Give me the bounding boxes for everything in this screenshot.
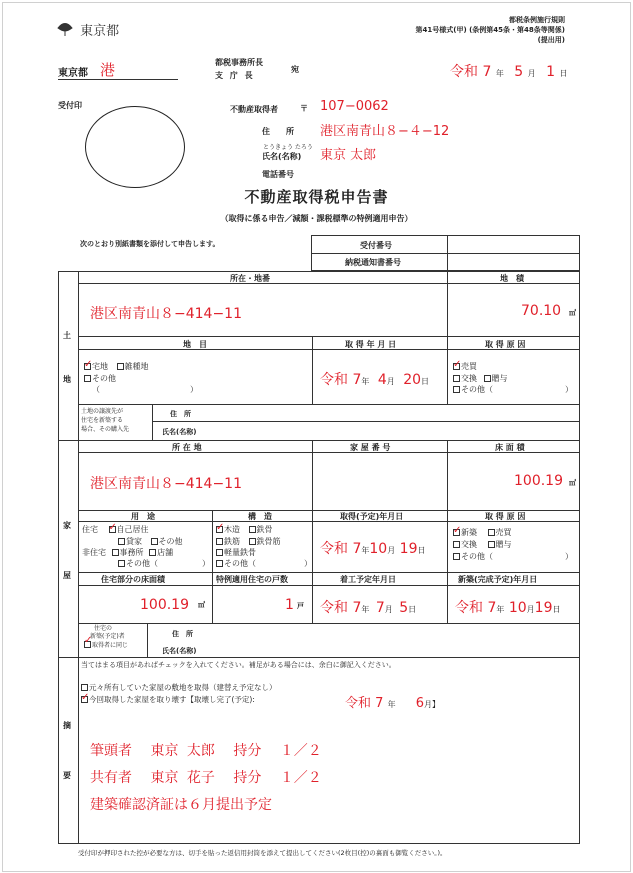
address-value: 港区南青山８−４−12 — [320, 124, 450, 139]
use-checkbox-1[interactable] — [109, 526, 116, 533]
receipt-number-label: 受付番号 — [360, 241, 392, 250]
new-builder-address-label: 住 所 — [172, 630, 193, 638]
filing-year-unit: 年 — [495, 69, 504, 78]
transferor-address-label: 住 所 — [170, 410, 191, 418]
construction-date: 令和 7年 7月 5日 — [320, 600, 417, 616]
land-location-header: 所在・地番 — [230, 274, 270, 283]
stamp-circle — [85, 106, 185, 188]
building-cause-row-1: ✓新築 売買 — [453, 527, 512, 538]
notes-section-char2: 要 — [63, 771, 71, 780]
address-label: 住 所 — [262, 127, 294, 136]
land-area-unit: ㎡ — [569, 309, 576, 317]
building-cause-header: 取 得 原 因 — [485, 512, 526, 521]
land-cause-row-2: 交換 贈与 — [453, 373, 508, 384]
land-section-char1: 土 — [63, 331, 71, 340]
notes-line-3: 建築確認済証は６月提出予定 — [90, 797, 272, 813]
use-row-4: その他（ — [118, 558, 158, 569]
building-cause-row-3: その他（ — [453, 551, 493, 562]
land-location-value: 港区南青山８−414−11 — [90, 306, 242, 322]
use-checkbox-5[interactable] — [149, 549, 156, 556]
new-builder-label: 住宅の 新築(予定)者 ✓取得者に同じ — [84, 625, 128, 650]
land-category-options: ✓宅地 雑種地 — [84, 361, 149, 372]
use-close: ） — [202, 559, 210, 568]
name-label: 氏名(名称) — [262, 152, 302, 161]
use-checkbox-2[interactable] — [118, 538, 125, 545]
prefecture-label: 東京都 — [58, 68, 88, 79]
land-category-open: （ — [92, 385, 100, 394]
structure-checkbox-5[interactable] — [216, 549, 223, 556]
regulation-ref-2: 第41号様式(甲) (条例第45条・第48条等関係) — [415, 26, 565, 34]
notes-instruction: 当てはまる項目があればチェックを入れてください。補足がある場合には、余白に御記入ください。 — [81, 661, 396, 669]
building-location-header: 所 在 地 — [172, 443, 202, 452]
regulation-ref-3: (提出用) — [537, 36, 565, 44]
building-acq-date: 令和 7年10月 19日 — [320, 541, 426, 557]
office-line-1: 都税事務所長 — [215, 58, 263, 67]
completion-date: 令和 7年 10月19日 — [455, 600, 561, 616]
use-row-1: 住宅 ✓ 自己居住 — [82, 524, 149, 535]
notice-number-label: 納税通知書番号 — [345, 258, 401, 267]
notes-checkbox-1[interactable] — [81, 684, 88, 691]
land-category-other: その他 — [84, 373, 116, 384]
filing-day-unit: 日 — [559, 69, 568, 78]
new-builder-name-label: 氏名(名称) — [162, 647, 197, 655]
land-cause-checkbox-2[interactable] — [453, 375, 460, 382]
structure-checkbox-1[interactable] — [216, 526, 223, 533]
ward-underline — [58, 79, 178, 80]
structure-row-1: ✓木造 鉄骨 — [216, 524, 273, 535]
demolish-date: 令和 7 年 6月】 — [345, 696, 440, 711]
land-cause-row-1: ✓売買 — [453, 361, 477, 372]
land-cause-checkbox-3[interactable] — [484, 375, 491, 382]
stamp-label: 受付印 — [58, 101, 82, 110]
floor-area-header: 床 面 積 — [495, 443, 525, 452]
structure-header: 構 造 — [248, 512, 272, 521]
office-line-2: 支 庁 長 — [215, 71, 255, 80]
land-area-value: 70.10 — [521, 303, 562, 319]
acquirer-heading: 不動産取得者 — [230, 105, 278, 114]
special-units-value: 1 — [285, 597, 294, 613]
filing-date — [450, 61, 567, 81]
honorific: 宛 — [291, 65, 299, 74]
structure-row-3: 軽量鉄骨 — [216, 547, 256, 558]
land-cause-header: 取 得 原 因 — [485, 340, 526, 349]
building-cause-row-2: 交換 贈与 — [453, 539, 512, 550]
notes-option-2: ✓今回取得した家屋を取り壊す【取壊し完了(予定): — [81, 694, 255, 705]
residential-label: 住宅 — [82, 525, 98, 534]
land-category-close: ） — [190, 385, 198, 394]
notes-line-1: 筆頭者 東京 太郎 持分 １／２ — [90, 743, 322, 759]
filing-month-unit: 月 — [527, 69, 536, 78]
structure-row-2: 鉄筋 鉄骨筋 — [216, 536, 281, 547]
building-cause-close: ） — [565, 552, 573, 561]
notes-section-char1: 摘 — [63, 721, 71, 730]
building-cause-checkbox-4[interactable] — [488, 541, 495, 548]
notes-option-1: 元々所有していた家屋の敷地を取得（建替え予定なし） — [81, 682, 277, 693]
use-checkbox-4[interactable] — [112, 549, 119, 556]
notes-line-2: 共有者 東京 花子 持分 １／２ — [90, 770, 322, 786]
land-cat-checkbox-3[interactable] — [84, 375, 91, 382]
structure-checkbox-6[interactable] — [216, 560, 223, 567]
house-number-header: 家 屋 番 号 — [350, 443, 391, 452]
residential-area-header: 住宅部分の床面積 — [101, 575, 165, 584]
new-builder-checkbox[interactable] — [84, 641, 91, 648]
completion-header: 新築(完成予定)年月日 — [458, 575, 538, 584]
structure-close: ） — [304, 559, 312, 568]
land-area-header: 地 積 — [500, 274, 524, 283]
land-category-header: 地 目 — [183, 340, 207, 349]
postal-code: 107−0062 — [320, 99, 389, 114]
name-value: 東京 太郎 — [320, 148, 377, 163]
residential-area-value: 100.19 — [140, 597, 189, 613]
land-cause-checkbox-1[interactable] — [453, 363, 460, 370]
use-row-2: 貸家 その他 — [118, 536, 183, 547]
logo-text: 東京都 — [80, 24, 120, 39]
form-title: 不動産取得税申告書 — [244, 188, 389, 206]
ward-value: 港 — [100, 61, 116, 79]
filing-month: 5 — [514, 64, 524, 80]
building-section-char1: 家 — [63, 521, 71, 530]
building-cause-checkbox-5[interactable] — [453, 553, 460, 560]
structure-checkbox-2[interactable] — [249, 526, 256, 533]
filing-year: 7 — [482, 64, 492, 80]
use-header: 用 途 — [131, 512, 155, 521]
land-cat-checkbox-2[interactable] — [117, 363, 124, 370]
phone-label: 電話番号 — [262, 170, 294, 179]
land-cause-close: ） — [565, 385, 573, 394]
form-subtitle: （取得に係る申告／減額・課税標準の特例適用申告） — [220, 214, 413, 223]
construction-header: 着工予定年月日 — [340, 575, 396, 584]
regulation-ref-1: 都税条例施行規則 — [509, 16, 565, 24]
logo — [57, 20, 119, 39]
land-date-header: 取 得 年 月 日 — [345, 340, 397, 349]
notes-checkbox-2[interactable] — [81, 696, 88, 703]
filing-day: 1 — [546, 64, 556, 80]
use-checkbox-3[interactable] — [151, 538, 158, 545]
building-cause-checkbox-3[interactable] — [453, 541, 460, 548]
land-section-char2: 地 — [63, 375, 71, 384]
filing-era: 令和 — [450, 64, 478, 80]
use-checkbox-6[interactable] — [118, 560, 125, 567]
building-location-value: 港区南青山８−414−11 — [90, 476, 242, 492]
postal-mark: 〒 — [300, 104, 308, 113]
land-acq-date: 令和 7年 4月 20日 — [320, 372, 430, 388]
building-cause-checkbox-2[interactable] — [488, 529, 495, 536]
use-row-3: 非住宅 事務所 店舗 — [82, 548, 174, 557]
transferor-label: 土地の譲渡先が 住宅を新築する 場合、その購入先 — [81, 408, 130, 433]
intro-text: 次のとおり別紙書類を添付して申告します。 — [80, 240, 220, 248]
land-cause-row-3: その他（ — [453, 384, 493, 395]
special-units-header: 特例適用住宅の戸数 — [216, 575, 288, 584]
land-cause-checkbox-4[interactable] — [453, 386, 460, 393]
structure-row-4: その他（ — [216, 558, 256, 569]
floor-area-unit: ㎡ — [569, 479, 576, 487]
floor-area-value: 100.19 — [514, 473, 563, 489]
structure-checkbox-3[interactable] — [216, 538, 223, 545]
special-units-unit: 戸 — [297, 602, 304, 610]
non-residential-label: 非住宅 — [82, 548, 106, 557]
transferor-name-label: 氏名(名称) — [162, 428, 197, 436]
building-cause-checkbox-1[interactable] — [453, 529, 460, 536]
tokyo-ginkgo-logo-icon — [57, 22, 73, 38]
footer-note: 受付印が押印された控が必要な方は、切手を貼った返信用封筒を添えて提出してください(2枚目(控)の裏面も御覧ください。)。 — [78, 849, 447, 857]
residential-area-unit: ㎡ — [198, 601, 205, 609]
structure-checkbox-4[interactable] — [249, 538, 256, 545]
building-section-char2: 屋 — [63, 571, 71, 580]
name-ruby: とうきょう たろう — [263, 144, 313, 151]
land-cat-checkbox-1[interactable] — [84, 363, 91, 370]
building-acq-date-header: 取得(予定)年月日 — [340, 512, 404, 521]
